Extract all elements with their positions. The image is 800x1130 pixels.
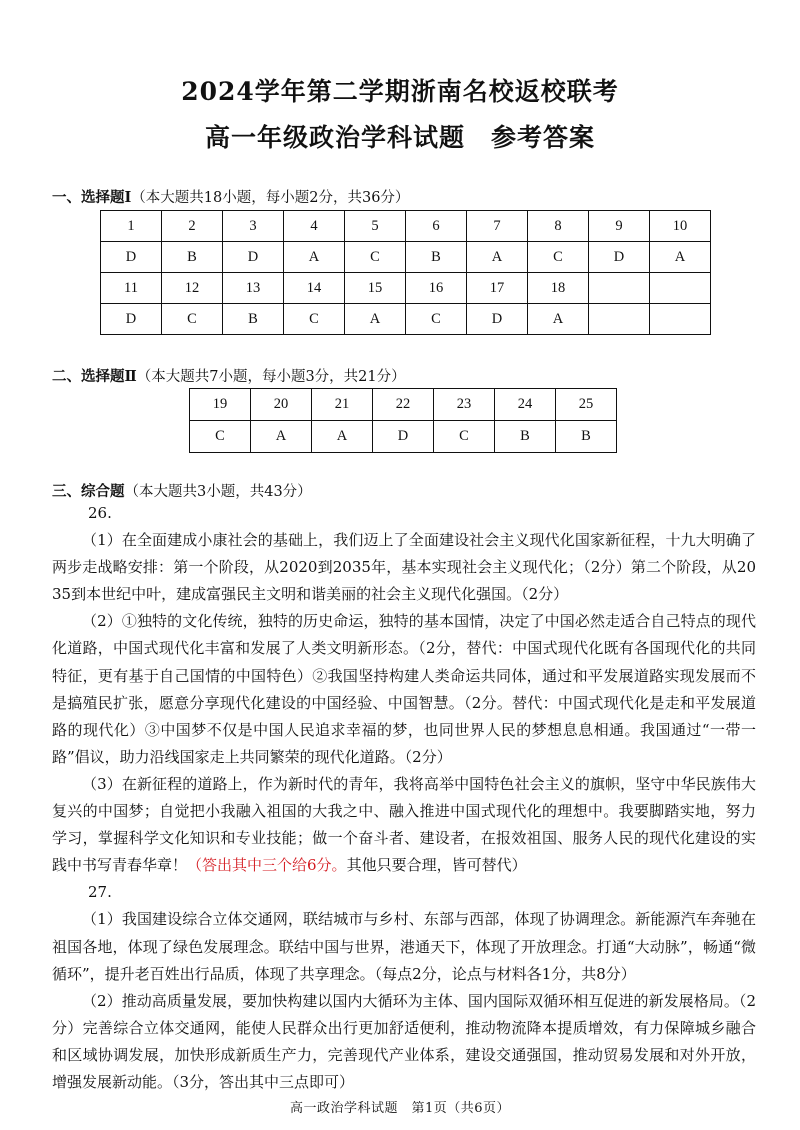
- table1-question-number-cell: [589, 273, 650, 304]
- table1-question-number-cell: 1: [101, 211, 162, 242]
- answer-body: [52, 500, 756, 1096]
- table1-answer-cell: [650, 304, 711, 335]
- table1-answer-cell: D: [467, 304, 528, 335]
- table1-answer-cell: A: [284, 242, 345, 273]
- answer-table-1: [100, 210, 711, 335]
- table1-answer-cell: C: [284, 304, 345, 335]
- table1-question-number-cell: 15: [345, 273, 406, 304]
- table2-answer-cell: C: [190, 421, 251, 453]
- table2-answer-cell: D: [373, 421, 434, 453]
- table1-row: [101, 304, 711, 335]
- table1-answer-cell: A: [345, 304, 406, 335]
- table1-answer-cell: B: [162, 242, 223, 273]
- table2-question-number-cell: 20: [251, 389, 312, 421]
- table1-question-number-cell: 4: [284, 211, 345, 242]
- table1-question-number-cell: 3: [223, 211, 284, 242]
- section1-note: （本大题共18小题，每小题2分，共36分）: [131, 190, 410, 206]
- table1-answer-cell: B: [223, 304, 284, 335]
- table1-question-number-cell: 13: [223, 273, 284, 304]
- table1-answer-cell: [589, 304, 650, 335]
- table2-question-number-cell: 23: [434, 389, 495, 421]
- question-26-number: 26.: [88, 504, 112, 522]
- table2-answer-cell: C: [434, 421, 495, 453]
- table1-answer-cell: C: [406, 304, 467, 335]
- table2-question-number-cell: 24: [495, 389, 556, 421]
- page-footer: 高一政治学科试题 第1页（共6页）: [289, 1101, 511, 1116]
- scoring-note-tail: 其他只要合理，皆可替代）: [346, 856, 527, 875]
- table1-question-number-cell: 8: [528, 211, 589, 242]
- table1-answer-cell: C: [345, 242, 406, 273]
- table1-question-number-cell: 14: [284, 273, 345, 304]
- table1-question-number-cell: 6: [406, 211, 467, 242]
- table1-answer-cell: A: [467, 242, 528, 273]
- question-27-number: 27.: [88, 883, 112, 902]
- answer-table-2: [189, 388, 617, 453]
- section1-header: [52, 186, 409, 207]
- table2-question-number-cell: 25: [556, 389, 617, 421]
- question-26-part2: （2）①独特的文化传统，独特的历史命运，独特的基本国情，决定了中国必然走适合自己特点的现代化道路，中国式现代化丰富和发展了人类文明新形态。（2分，替代：中国式现代化既有各国现代化的共同特征，更有基于自己国情的中国特色）②我国坚持构建人类命运共同体，通过和平发展道路实现发展而不是搞殖民扩张，愿意分享现代化建设的中国经验、中国智慧。（2分。替代：中国式现代化是走和平发展道路的现代化）③中国梦不仅是中国人民追求幸福的梦，也同世界人民的梦想息息相通。我国通过“一带一路”倡议，助力沿线国家走上共同繁荣的现代化道路。（2分）: [52, 612, 756, 766]
- scoring-note-red: （答出其中三个给6分。: [187, 856, 347, 875]
- section2-header: [52, 365, 406, 386]
- exam-title: 2024学年第二学期浙南名校返校联考: [181, 77, 619, 106]
- table1-question-number-cell: 9: [589, 211, 650, 242]
- table2-answer-cell: B: [556, 421, 617, 453]
- section3-note: （本大题共3小题，共43分）: [124, 484, 312, 500]
- section3-heading: 三、综合题: [52, 483, 125, 500]
- table1-answer-cell: A: [528, 304, 589, 335]
- section1-heading: 一、选择题Ⅰ: [52, 189, 132, 206]
- section3-header: [52, 480, 312, 501]
- table2-answer-cell: A: [312, 421, 373, 453]
- table1-question-number-cell: 2: [162, 211, 223, 242]
- question-27-part2: （2）推动高质量发展，要加快构建以国内大循环为主体、国内国际双循环相互促进的新发展格局。（2分）完善综合立体交通网，能使人民群众出行更加舒适便利，推动物流降本提质增效，有力保障城乡融合和区域协调发展，加快形成新质生产力，完善现代产业体系，建设交通强国，推动贸易发展和对外开放，增强发展新动能。（3分，答出其中三点即可）: [52, 991, 756, 1091]
- table1-answer-cell: C: [528, 242, 589, 273]
- table2-row: [190, 421, 617, 453]
- question-27-part1: （1）我国建设综合立体交通网，联结城市与乡村、东部与西部，体现了协调理念。新能源汽车奔驰在祖国各地，体现了绿色发展理念。联结中国与世界，港通天下，体现了开放理念。打通“大动脉”，畅通“微循环”，提升老百姓出行品质，体现了共享理念。（每点2分，论点与材料各1分，共8分）: [52, 910, 756, 983]
- question-26-part3-text: （3）在新征程的道路上，作为新时代的青年，我将高举中国特色社会主义的旗帜，坚守中华民族伟大复兴的中国梦；自觉把小我融入祖国的大我之中、融入推进中国式现代化的理想中。我要脚踏实地，努力学习，掌握科学文化知识和专业技能；做一个奋斗者、建设者，在报效祖国、服务人民的现代化建设的实践中书写青春华章！: [52, 774, 756, 875]
- table1-question-number-cell: 11: [101, 273, 162, 304]
- table1-question-number-cell: 5: [345, 211, 406, 242]
- table2-question-number-cell: 22: [373, 389, 434, 421]
- table2-answer-cell: B: [495, 421, 556, 453]
- table1-answer-cell: C: [162, 304, 223, 335]
- table2-question-number-cell: 19: [190, 389, 251, 421]
- section2-note: （本大题共7小题，每小题3分，共21分）: [136, 369, 406, 385]
- table1-question-number-cell: 16: [406, 273, 467, 304]
- table1-row: [101, 211, 711, 242]
- question-26-part1: （1）在全面建成小康社会的基础上，我们迈上了全面建设社会主义现代化国家新征程，十九大明确了两步走战略安排：第一个阶段，从2020到2035年，基本实现社会主义现代化；（2分）第二个阶段，从2035到本世纪中叶，建成富强民主文明和谐美丽的社会主义现代化强国。（2分）: [52, 531, 756, 604]
- table1-answer-cell: D: [101, 304, 162, 335]
- table1-row: [101, 242, 711, 273]
- exam-subtitle: 高一年级政治学科试题 参考答案: [204, 123, 595, 152]
- table2-row: [190, 389, 617, 421]
- table1-answer-cell: A: [650, 242, 711, 273]
- question-26-part3: [52, 771, 756, 879]
- table1-answer-cell: D: [101, 242, 162, 273]
- table1-question-number-cell: 10: [650, 211, 711, 242]
- table1-question-number-cell: 17: [467, 273, 528, 304]
- table1-answer-cell: D: [223, 242, 284, 273]
- table2-question-number-cell: 21: [312, 389, 373, 421]
- table1-question-number-cell: 7: [467, 211, 528, 242]
- table1-question-number-cell: 12: [162, 273, 223, 304]
- table1-answer-cell: B: [406, 242, 467, 273]
- table1-answer-cell: D: [589, 242, 650, 273]
- table2-answer-cell: A: [251, 421, 312, 453]
- table1-row: [101, 273, 711, 304]
- section2-heading: 二、选择题Ⅱ: [52, 368, 137, 385]
- table1-question-number-cell: 18: [528, 273, 589, 304]
- table1-question-number-cell: [650, 273, 711, 304]
